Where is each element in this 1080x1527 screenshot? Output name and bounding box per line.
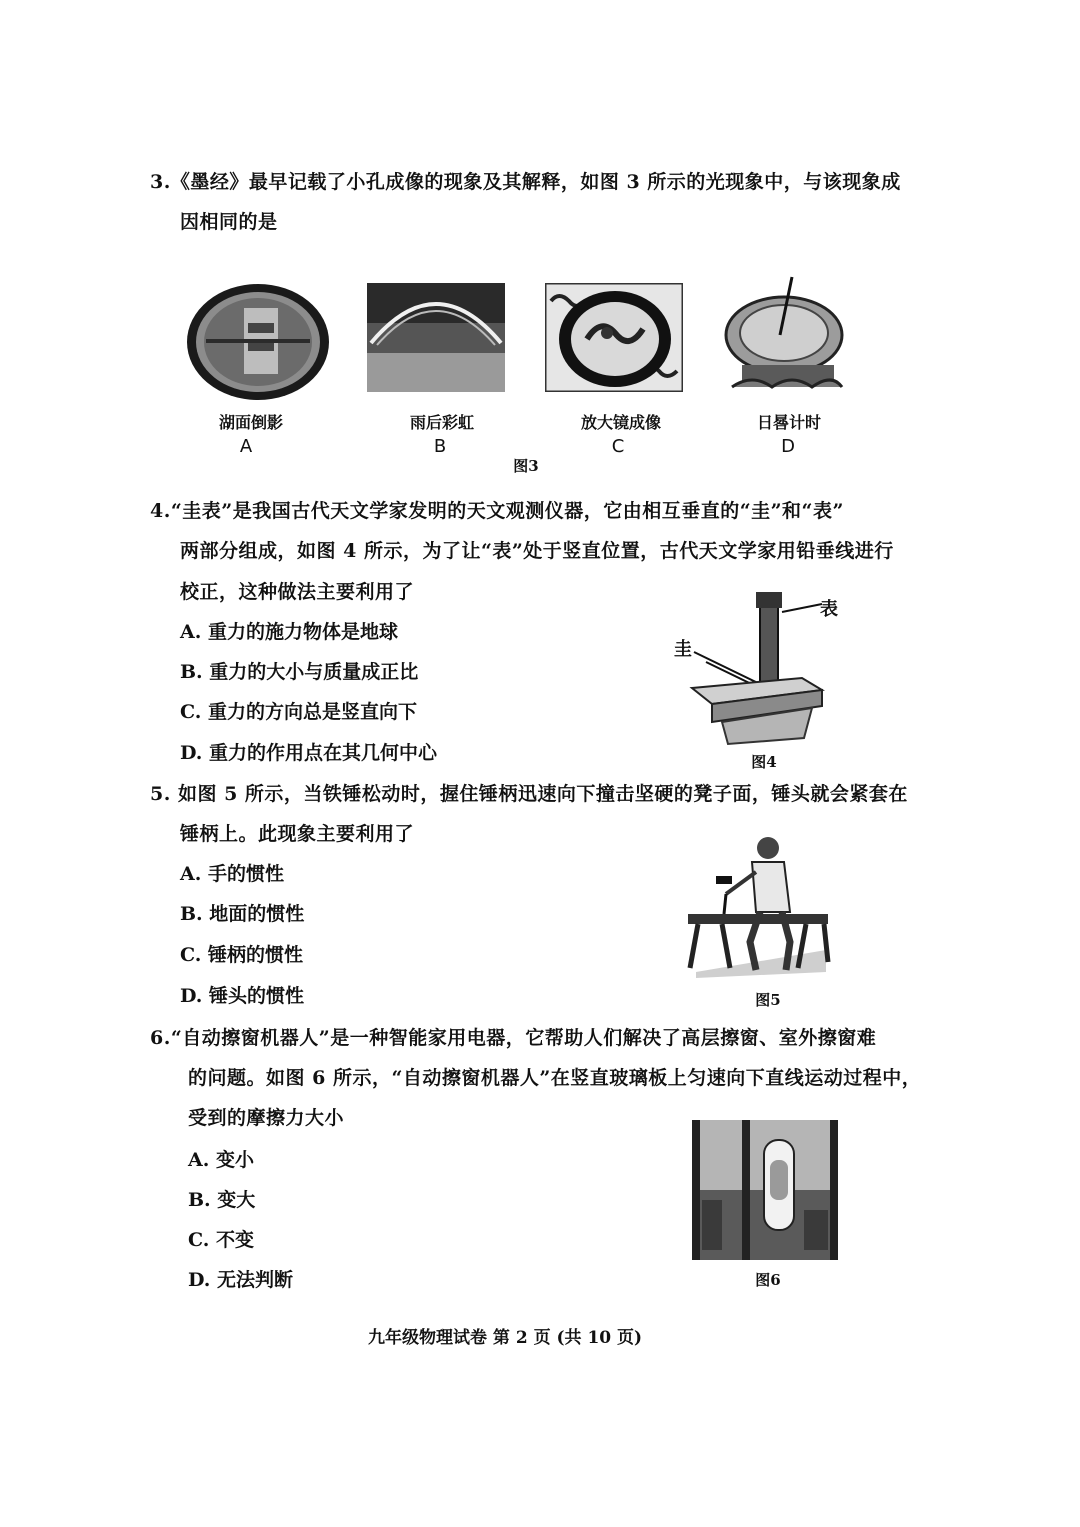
figure3-b-letter: B — [433, 436, 447, 457]
figure3-b-caption: 雨后彩虹 — [409, 413, 474, 432]
figure5-label: 图5 — [755, 991, 781, 1009]
q4-option-c: C. 重力的方向总是竖直向下 — [180, 701, 418, 723]
q5-option-a: A. 手的惯性 — [180, 863, 284, 885]
figure3-d-letter: D — [781, 436, 795, 457]
figure3-c-caption: 放大镜成像 — [580, 413, 661, 432]
figure3-label: 图3 — [513, 457, 539, 475]
figure4-label-gui: 圭 — [674, 639, 692, 660]
q4-option-a: A. 重力的施力物体是地球 — [180, 621, 398, 643]
q5-stem-line2: 锤柄上。此现象主要利用了 — [180, 823, 415, 845]
figure4-label: 图4 — [751, 753, 777, 771]
q5-option-b: B. 地面的惯性 — [180, 903, 305, 925]
q5-option-c: C. 锤柄的惯性 — [180, 944, 304, 966]
q4-option-b: B. 重力的大小与质量成正比 — [180, 661, 419, 683]
q6-option-a: A. 变小 — [188, 1149, 254, 1171]
q4-stem-line1: 4.“圭表”是我国古代天文学家发明的天文观测仪器，它由相互垂直的“圭”和“表” — [150, 500, 844, 522]
q5-option-d: D. 锤头的惯性 — [180, 985, 305, 1007]
q3-stem-line1: 3.《墨经》最早记载了小孔成像的现象及其解释，如图 3 所示的光现象中，与该现象成 — [150, 171, 901, 193]
q6-stem-line1: 6.“自动擦窗机器人”是一种智能家用电器，它帮助人们解决了高层擦窗、室外擦窗难 — [150, 1027, 877, 1049]
q4-option-d: D. 重力的作用点在其几何中心 — [180, 742, 438, 764]
figure3-a-caption: 湖面倒影 — [218, 413, 283, 432]
figure3-b-rainbow — [367, 283, 505, 392]
figure4-guibiao — [672, 588, 842, 748]
q5-stem-line1: 5. 如图 5 所示，当铁锤松动时，握住锤柄迅速向下撞击坚硬的凳子面，锤头就会紧套在 — [150, 783, 908, 805]
figure3-d-caption: 日晷计时 — [756, 413, 821, 432]
figure6-label: 图6 — [755, 1271, 781, 1289]
figure3-c-magnifier — [545, 283, 683, 392]
figure6-window-robot — [692, 1120, 838, 1260]
figure4-label-biao: 表 — [820, 599, 838, 620]
q6-stem-line3: 受到的摩擦力大小 — [188, 1107, 345, 1129]
q6-option-c: C. 不变 — [188, 1229, 255, 1251]
figure3-d-sundial — [722, 275, 852, 400]
figure3-c-letter: C — [611, 436, 625, 457]
q3-stem-line2: 因相同的是 — [180, 211, 278, 233]
figure5-hammer-bench — [686, 832, 832, 978]
figure3-a-lake-reflection — [186, 283, 330, 401]
q6-option-d: D. 无法判断 — [188, 1269, 294, 1291]
q6-stem-line2: 的问题。如图 6 所示，“自动擦窗机器人”在竖直玻璃板上匀速向下直线运动过程中， — [188, 1067, 922, 1089]
figure3-a-letter: A — [239, 436, 253, 457]
q4-stem-line2: 两部分组成，如图 4 所示，为了让“表”处于竖直位置，古代天文学家用铅垂线进行 — [180, 540, 894, 562]
q6-option-b: B. 变大 — [188, 1189, 256, 1211]
q4-stem-line3: 校正，这种做法主要利用了 — [180, 581, 415, 603]
page-footer: 九年级物理试卷 第 2 页 (共 10 页) — [368, 1328, 643, 1348]
